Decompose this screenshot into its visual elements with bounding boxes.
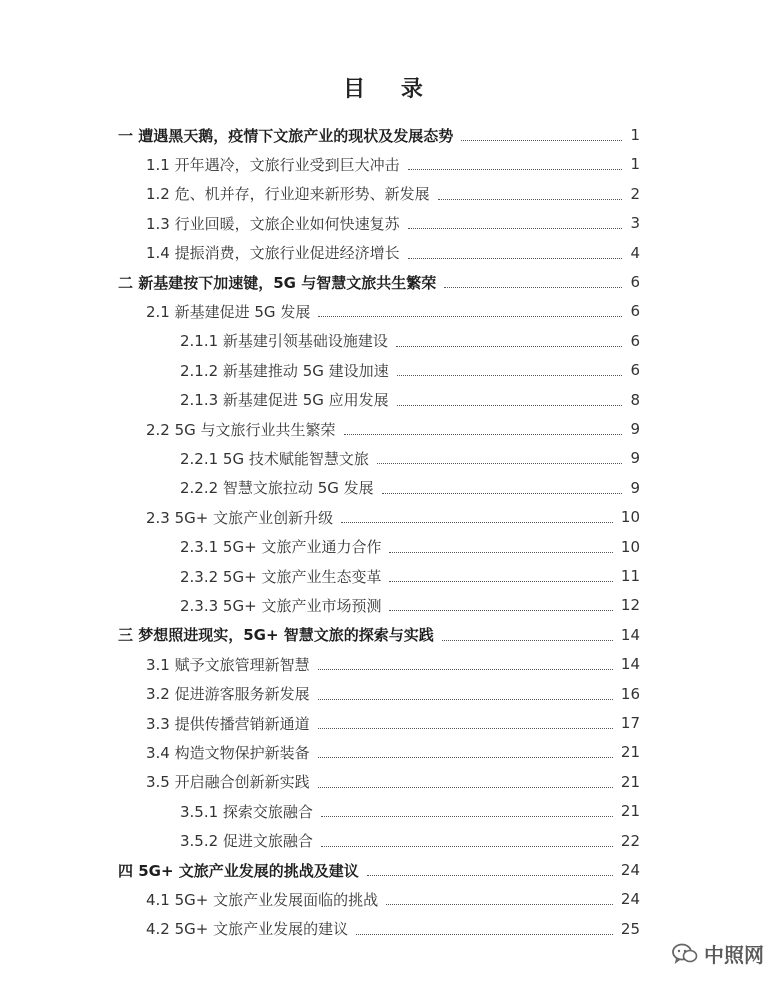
toc-entry[interactable] (180, 326, 640, 356)
toc-entry-page: 21 (620, 802, 640, 821)
toc-entry-page: 16 (620, 684, 640, 703)
toc-entry[interactable] (146, 649, 640, 679)
toc-leader-dots (396, 346, 623, 347)
toc-entry[interactable] (180, 590, 640, 620)
toc-entry-page: 12 (620, 596, 640, 615)
toc-entry[interactable] (180, 796, 640, 826)
toc-leader-dots (367, 875, 613, 876)
toc-entry[interactable] (146, 708, 640, 738)
toc-entry[interactable] (180, 561, 640, 591)
toc-entry-page: 10 (620, 537, 640, 556)
toc-entry-label: 3.5.1 探索交旅融合 (180, 802, 313, 821)
toc-entry[interactable] (146, 238, 640, 268)
toc-entry-page: 6 (630, 273, 640, 291)
toc-entry-label: 2.1.3 新基建促进 5G 应用发展 (180, 391, 389, 410)
toc-entry[interactable] (118, 120, 640, 150)
toc-entry-label: 2.1.1 新基建引领基础设施建设 (180, 332, 388, 351)
toc-entry-page: 14 (620, 655, 640, 674)
toc-leader-dots (344, 434, 623, 435)
toc-entry-label: 4.2 5G+ 文旅产业发展的建议 (146, 920, 349, 939)
toc-entry[interactable] (146, 914, 640, 944)
toc-entry-label: 3.3 提供传播营销新通道 (146, 714, 310, 733)
toc-entry[interactable] (146, 208, 640, 238)
toc-entry-label: 2.3.2 5G+ 文旅产业生态变革 (180, 567, 382, 586)
toc-leader-dots (321, 816, 613, 817)
toc-entry[interactable] (146, 679, 640, 709)
toc-entry-page: 9 (630, 478, 640, 497)
toc-entry-page: 2 (630, 184, 640, 203)
toc-entry-label: 2.2 5G 与文旅行业共生繁荣 (146, 420, 336, 439)
toc-entry-label: 一 遭遇黑天鹅，疫情下文旅产业的现状及发展态势 (118, 126, 454, 145)
toc-leader-dots (389, 552, 612, 553)
toc-entry[interactable] (146, 179, 640, 209)
toc-entry[interactable] (118, 855, 640, 885)
toc-entry[interactable] (180, 443, 640, 473)
toc-leader-dots (442, 640, 613, 641)
toc-entry-page: 17 (620, 714, 640, 732)
toc-leader-dots (341, 522, 613, 523)
page-title: 目 录 (343, 77, 437, 102)
toc-entry-label: 2.3.1 5G+ 文旅产业通力合作 (180, 538, 382, 557)
toc-entry-page: 21 (620, 772, 640, 791)
toc-leader-dots (318, 669, 613, 670)
toc-leader-dots (321, 846, 613, 847)
toc-leader-dots (461, 140, 622, 141)
toc-leader-dots (382, 493, 623, 494)
toc-entry[interactable] (146, 502, 640, 532)
toc-entry[interactable] (146, 737, 640, 767)
toc-leader-dots (389, 581, 612, 582)
toc-entry-label: 二 新基建按下加速键，5G 与智慧文旅共生繁荣 (118, 273, 437, 292)
toc-entry[interactable] (180, 385, 640, 415)
toc-leader-dots (397, 375, 623, 376)
toc-entry-page: 1 (630, 155, 640, 174)
toc-entry[interactable] (180, 532, 640, 562)
toc-entry-label: 4.1 5G+ 文旅产业发展面临的挑战 (146, 890, 379, 909)
toc-entry-label: 3.4 构造文物保护新装备 (146, 743, 310, 762)
toc-entry-page: 11 (620, 567, 640, 585)
toc-entry-label: 2.3 5G+ 文旅产业创新升级 (146, 508, 334, 527)
toc-leader-dots (444, 287, 622, 288)
toc-leader-dots (389, 610, 612, 611)
watermark-text: 中照网 (704, 943, 764, 967)
toc-leader-dots (377, 463, 623, 464)
toc-entry-label: 1.2 危、机并存，行业迎来新形势、新发展 (146, 185, 430, 204)
toc-entry[interactable] (118, 267, 640, 297)
toc-entry-page: 25 (620, 919, 640, 938)
toc-entry-label: 2.2.2 智慧文旅拉动 5G 发展 (180, 479, 374, 498)
toc-leader-dots (408, 228, 623, 229)
toc-leader-dots (318, 757, 613, 758)
toc-entry[interactable] (146, 884, 640, 914)
toc-leader-dots (318, 787, 613, 788)
toc-entry-label: 3.5.2 促进文旅融合 (180, 832, 313, 851)
toc-leader-dots (408, 169, 623, 170)
toc-entry-label: 3.1 赋予文旅管理新智慧 (146, 655, 310, 674)
toc-entry-page: 4 (630, 243, 640, 262)
toc-entry-page: 21 (620, 743, 640, 762)
toc-entry-page: 6 (630, 302, 640, 321)
watermark (672, 939, 764, 968)
toc-entry-label: 1.4 提振消费，文旅行业促进经济增长 (146, 244, 400, 263)
toc-entry-label: 2.1.2 新基建推动 5G 建设加速 (180, 361, 389, 380)
toc-leader-dots (397, 405, 623, 406)
toc-entry-page: 10 (620, 508, 640, 527)
toc-entry-page: 8 (630, 390, 640, 409)
toc-entry-label: 3.2 促进游客服务新发展 (146, 685, 310, 704)
toc-entry-label: 1.3 行业回暖，文旅企业如何快速复苏 (146, 214, 400, 233)
toc-entry-page: 24 (620, 861, 640, 879)
toc-entry-label: 三 梦想照进现实，5G+ 智慧文旅的探索与实践 (118, 626, 434, 645)
toc-leader-dots (438, 199, 623, 200)
toc-entry[interactable] (180, 826, 640, 856)
toc-entry-page: 22 (620, 831, 640, 850)
toc-entry-page: 9 (630, 420, 640, 438)
toc-entry-page: 14 (620, 625, 640, 644)
toc-entry-page: 24 (620, 890, 640, 909)
toc-entry-page: 9 (630, 449, 640, 468)
toc-entry-page: 3 (630, 214, 640, 233)
toc-entry-label: 2.3.3 5G+ 文旅产业市场预测 (180, 596, 382, 615)
toc-leader-dots (386, 904, 613, 905)
toc-entry-label: 3.5 开启融合创新新实践 (146, 773, 310, 792)
toc-leader-dots (318, 699, 613, 700)
toc-entry[interactable] (180, 355, 640, 385)
toc-leader-dots (318, 316, 622, 317)
toc-entry[interactable] (180, 473, 640, 503)
toc-entry[interactable] (118, 620, 640, 650)
toc-entry-page: 6 (630, 331, 640, 350)
toc-entry[interactable] (146, 767, 640, 797)
toc-entry-label: 2.2.1 5G 技术赋能智慧文旅 (180, 449, 369, 468)
toc-entry-label: 四 5G+ 文旅产业发展的挑战及建议 (118, 861, 359, 880)
toc-leader-dots (408, 258, 623, 259)
toc-entry[interactable] (146, 149, 640, 179)
toc-entry-page: 6 (630, 361, 640, 380)
toc-entry[interactable] (146, 414, 640, 444)
toc-entry[interactable] (146, 296, 640, 326)
toc-leader-dots (318, 728, 613, 729)
toc-entry-label: 2.1 新基建促进 5G 发展 (146, 302, 311, 321)
toc-entry-label: 1.1 开年遇冷，文旅行业受到巨大冲击 (146, 155, 400, 174)
toc-entry-page: 1 (630, 126, 640, 144)
wechat-logo-icon (672, 943, 698, 965)
toc-leader-dots (356, 934, 613, 935)
